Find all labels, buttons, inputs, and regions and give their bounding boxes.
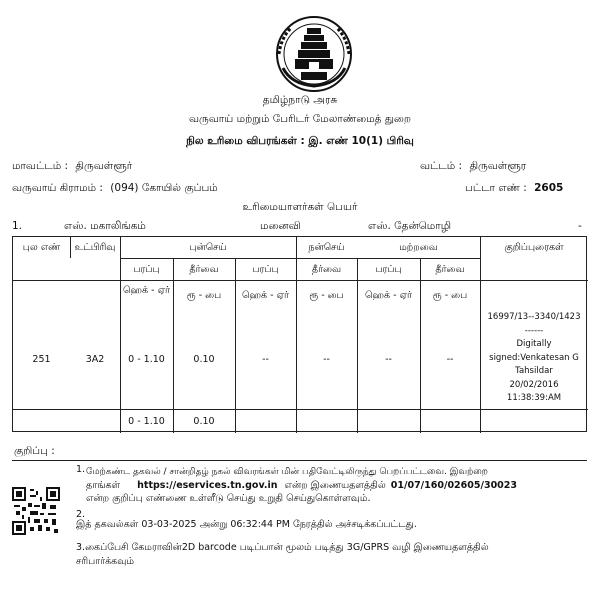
patta-row — [465, 182, 563, 195]
taluk-row — [420, 160, 526, 173]
land-details-table — [12, 236, 587, 432]
unit-wet-tax: ரூ - பை — [186, 290, 222, 301]
unit-other-tax: ரூ - பை — [432, 290, 468, 301]
note-1-line1: மேற்கண்ட தகவல் / சான்றிதழ் நகல் விவரங்கள் மின் பதிவேட்டிலிருந்து பெறப்பட்டவை. இவற்றை — [86, 467, 488, 477]
row-sub-division: 3A2 — [85, 354, 105, 365]
header-remarks: குறிப்புரைகள் — [504, 242, 564, 253]
remarks-signed: Digitally signed:Venkatesan G — [489, 339, 579, 363]
header-survey-no: புல எண் — [22, 242, 61, 253]
owners-heading: உரிமையாளர்கள் பெயர் — [242, 201, 358, 213]
owner-trailing: - — [578, 220, 582, 232]
document-title: நில உரிமை விபரங்கள் : இ. எண் 10(1) பிரிவு — [186, 135, 414, 147]
subheader-wet-tax: தீர்வை — [189, 264, 219, 275]
note-2-text: இத் தகவல்கள் 03-03-2025 அன்று 06:32:44 PM நேரத்தில் அச்சடிக்கப்பட்டது. — [76, 519, 417, 530]
row-dry-tax: -- — [323, 354, 330, 365]
header-other: மற்றவை — [399, 242, 438, 253]
patta-value: 2605 — [534, 182, 564, 194]
row-other-area: -- — [385, 354, 392, 365]
district-value: திருவள்ளூர் — [75, 160, 133, 172]
remarks-ref: 16997/13--3340/1423 — [487, 312, 581, 322]
taluk-label: வட்டம் : — [420, 160, 463, 172]
note-1-url[interactable]: https://eservices.tn.gov.in — [137, 480, 278, 491]
owner-relative-name: எஸ். தேன்மொழி — [368, 220, 452, 232]
qr-code-icon — [12, 487, 60, 535]
header-sub-division: உட்பிரிவு — [74, 242, 116, 253]
row-other-tax: -- — [446, 354, 454, 365]
taluk-value: திருவள்ளூர — [469, 160, 527, 172]
note-2-index: 2. — [76, 509, 86, 520]
remarks-role: Tahsildar — [515, 366, 553, 376]
unit-wet-area: ஹெக் - ஏர் — [123, 285, 170, 296]
note-1-code: 01/07/160/02605/30023 — [390, 480, 518, 491]
note-1-line3: என்ற குறிப்பு எண்ணை உள்ளீடு செய்து உறுதி செய்துகொள்ளவும். — [86, 493, 371, 504]
note-1-mid: என்ற இணையதளத்தில் — [284, 480, 386, 491]
village-value: (094) கோயில் குப்பம் — [110, 182, 218, 194]
subheader-other-area: பரப்பு — [375, 264, 402, 275]
notes-divider — [12, 460, 587, 461]
total-wet-tax: 0.10 — [193, 416, 215, 427]
note-1-index: 1. — [76, 464, 86, 475]
unit-dry-tax: ரூ - பை — [309, 290, 344, 301]
row-survey-no: 251 — [32, 354, 51, 365]
owner-relation: மனைவி — [260, 220, 301, 232]
note-3-line2: சரிபார்க்கவும் — [76, 556, 134, 567]
department-name: வருவாய் மற்றும் பேரிடர் மேலாண்மைத் துறை — [188, 113, 412, 125]
remarks-time: 11:38:39:AM — [506, 393, 562, 403]
district-row — [12, 160, 132, 173]
notes-heading: குறிப்பு : — [14, 445, 55, 457]
village-label: வருவாய் கிராமம் : — [12, 182, 103, 194]
note-3-line1: 3.கைப்பேசி கேமராவின்2D barcode படிப்பான் மூலம் படித்து 3G/GPRS வழி இணையதளத்தில் — [76, 542, 489, 553]
remarks-dash: ------ — [524, 325, 544, 336]
patta-label: பட்டா எண் : — [465, 182, 527, 194]
owner-index: 1. — [12, 220, 23, 232]
total-wet-area: 0 - 1.10 — [128, 416, 165, 427]
village-row — [12, 182, 218, 195]
header-dry-land: நன்செய் — [308, 242, 345, 253]
unit-other-area: ஹெக் - ஏர் — [365, 290, 412, 301]
row-remarks — [480, 311, 588, 406]
note-1 — [86, 466, 591, 505]
tamil-nadu-emblem-icon — [271, 14, 357, 96]
subheader-dry-tax: தீர்வை — [311, 264, 342, 275]
owner-name: எஸ். மகாலிங்கம் — [64, 220, 146, 232]
header-wet-land: புன்செய் — [189, 242, 227, 253]
district-label: மாவட்டம் : — [12, 160, 69, 172]
subheader-other-tax: தீர்வை — [435, 264, 465, 275]
row-wet-area: 0 - 1.10 — [128, 354, 165, 365]
unit-dry-area: ஹெக் - ஏர் — [242, 290, 289, 301]
note-1-prefix: தாங்கள் — [86, 480, 121, 491]
subheader-wet-area: பரப்பு — [133, 264, 160, 275]
row-wet-tax: 0.10 — [193, 354, 215, 365]
subheader-dry-area: பரப்பு — [252, 264, 279, 275]
government-name: தமிழ்நாடு அரசு — [262, 94, 338, 106]
remarks-date: 20/02/2016 — [509, 379, 559, 390]
row-dry-area: -- — [262, 354, 269, 365]
